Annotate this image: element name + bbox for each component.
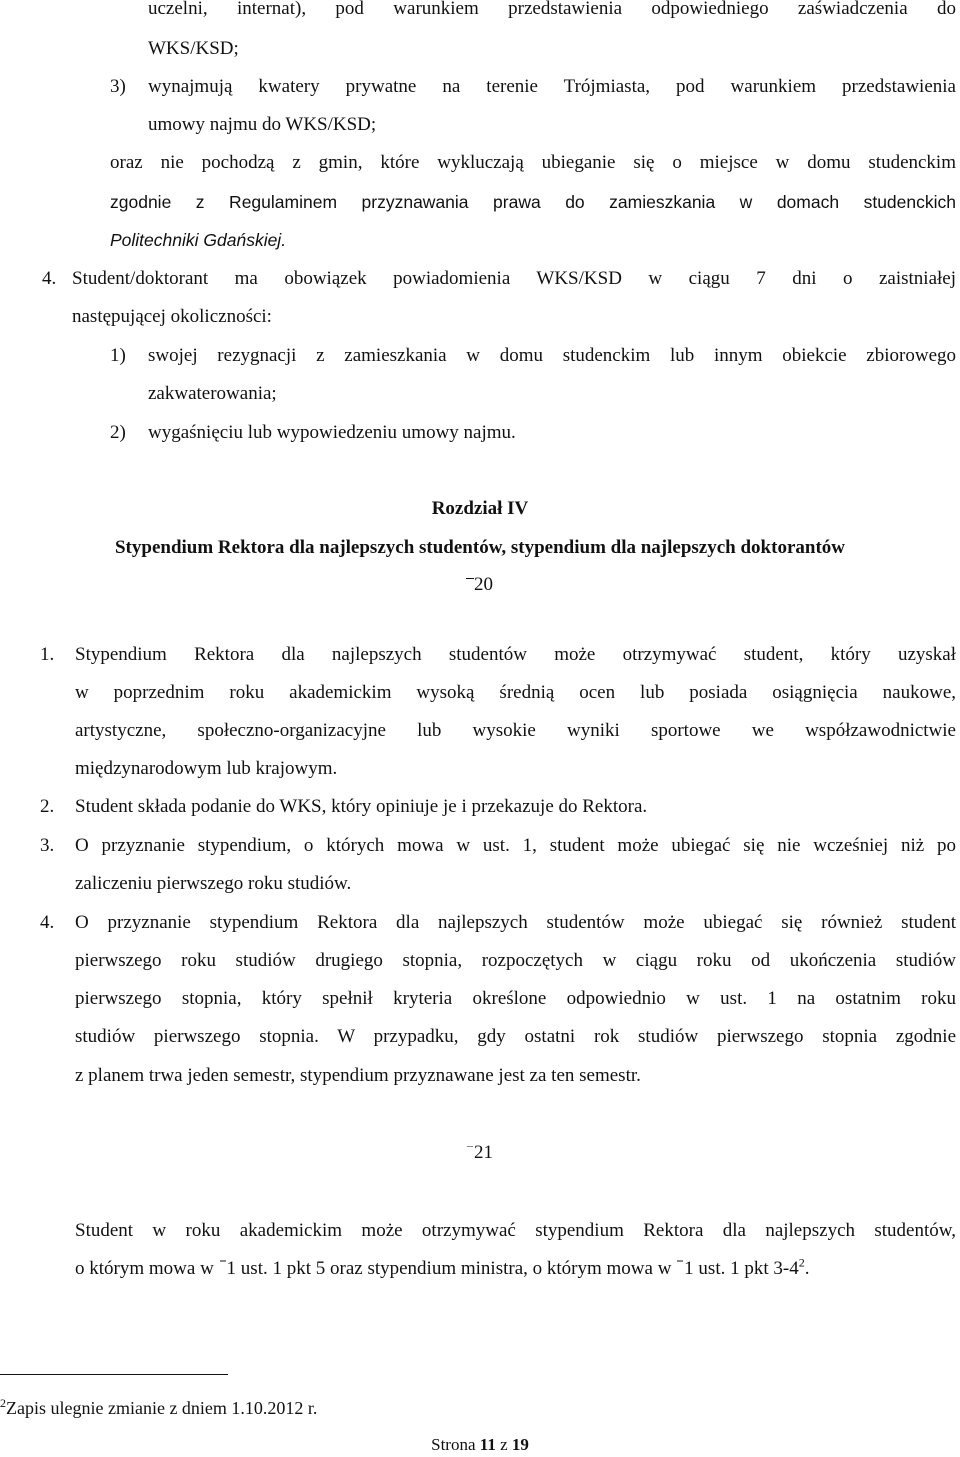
section-sign [219, 1257, 227, 1271]
text-line: zakwaterowania; [148, 383, 277, 404]
paragraph-21-label: 21 [466, 1141, 493, 1165]
list-number: 2. [40, 796, 55, 817]
footnote-ref[interactable]: 2 [798, 1255, 805, 1270]
text-line: Politechniki Gdańskiej. [110, 230, 287, 250]
text-line: O przyznanie stypendium, o których mowa w ust. 1, student może ubiegać się nie wcześniej niż po [75, 835, 956, 856]
section-sign [676, 1257, 684, 1271]
text-line: następującej okoliczności: [72, 306, 272, 327]
list-number: 4. [42, 268, 57, 289]
section-sign [466, 1146, 474, 1162]
text-line: międzynarodowym lub krajowym. [75, 758, 338, 779]
chapter-subtitle: Stypendium Rektora dla najlepszych studentów, stypendium dla najlepszych doktorantów [114, 537, 845, 558]
section-sign-icon [676, 1260, 684, 1274]
text-line: wygaśnięciu lub wypowiedzeniu umowy najmu. [148, 422, 516, 443]
text-line: oraz nie pochodzą z gmin, które wykluczają ubieganie się o miejsce w domu studenckim [110, 152, 956, 173]
text-line: uczelni, internat), pod warunkiem przedstawienia odpowiedniego zaświadczenia do [148, 0, 956, 19]
text-line: WKS/KSD; [148, 38, 239, 59]
page-total: 19 [511, 1435, 529, 1454]
footnote-separator [0, 1374, 228, 1375]
text-line: umowy najmu do WKS/KSD; [148, 114, 377, 135]
text-line: o którym mowa w 1 ust. 1 pkt 5 oraz stypendium ministra, o którym mowa w 1 ust. 1 pkt $3-4^2$. [75, 1255, 810, 1279]
section-sign-icon [219, 1260, 227, 1274]
text-line: swojej rezygnacji z zamieszkania w domu studenckim lub innym obiekcie zbiorowego [148, 345, 956, 366]
footnote: $^2$Zapis ulegnie zmianie z dniem 1.10.2012 r. [0, 1396, 318, 1418]
text-line: wynajmują kwatery prywatne na terenie Trójmiasta, pod warunkiem przedstawienia [148, 76, 956, 97]
paragraph-20-label: 20 [466, 573, 493, 597]
page-footer: Strona 11 z 19 [431, 1435, 529, 1454]
section-sign-icon [466, 1146, 474, 1164]
text-line: artystyczne, społeczno-organizacyjne lub wysokie wyniki sportowe we współzawodnictwie [75, 720, 956, 741]
text-line: z planem trwa jeden semestr, stypendium przyznawane jest za ten semestr. [75, 1065, 641, 1086]
list-number: 2) [110, 422, 126, 443]
section-sign-icon [466, 578, 474, 596]
list-number: 1) [110, 345, 126, 366]
text-line: w poprzednim roku akademickim wysoką średnią ocen lub posiada osiągnięcia naukowe, [75, 682, 956, 703]
section-sign [466, 578, 474, 594]
list-number: 3) [110, 76, 126, 97]
text-line: pierwszego roku studiów drugiego stopnia, rozpoczętych w ciągu roku od ukończenia studiów [75, 950, 956, 971]
text-line: O przyznanie stypendium Rektora dla najlepszych studentów może ubiegać się również student [75, 912, 956, 933]
text-line: zaliczeniu pierwszego roku studiów. [75, 873, 352, 894]
text-line: Stypendium Rektora dla najlepszych studentów może otrzymywać student, który uzyskał [75, 644, 956, 665]
chapter-title: Rozdział IV [431, 498, 529, 519]
text-line: pierwszego stopnia, który spełnił kryteria określone odpowiednio w ust. 1 na ostatnim roku [75, 988, 956, 1009]
list-number: 1. [40, 644, 55, 665]
footnote-mark: 2 [0, 1396, 6, 1410]
text-line: Student w roku akademickim może otrzymywać stypendium Rektora dla najlepszych studentów, [75, 1220, 956, 1241]
text-line: studiów pierwszego stopnia. W przypadku, gdy ostatni rok studiów pierwszego stopnia zgodnie [75, 1026, 956, 1047]
list-number: 3. [40, 835, 55, 856]
text-line: Student składa podanie do WKS, który opiniuje je i przekazuje do Rektora. [75, 796, 648, 817]
text-line: Student/doktorant ma obowiązek powiadomienia WKS/KSD w ciągu 7 dni o zaistniałej [72, 268, 956, 289]
page-number: 11 [479, 1435, 496, 1454]
text-line: zgodnie z Regulaminem przyznawania prawa do zamieszkania w domach studenckich [110, 192, 956, 212]
list-number: 4. [40, 912, 55, 933]
